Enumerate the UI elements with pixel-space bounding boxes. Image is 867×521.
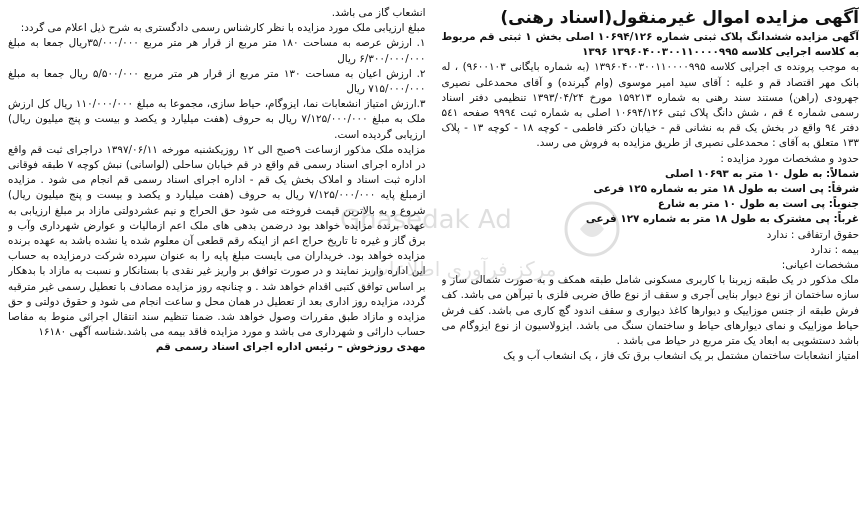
boundaries-heading: حدود و مشخصات مورد مزایده : bbox=[720, 152, 859, 165]
valuation-building: ۲. ارزش اعیان به مساحت ۱۳۰ متر مربع از قرار هر متر مربع ۵/۵۰۰/۰۰۰ ریال جمعا به مبلغ ۷۱۵/۰۰۰/۰۰۰ ریال bbox=[8, 67, 426, 96]
boundary-west: غرباً: پی مشترک به طول ۱۸ متر به شماره ۱۲۷ فرعی bbox=[585, 213, 859, 226]
watermark-latin: Ghasedak Ad bbox=[340, 205, 512, 235]
left-column bbox=[8, 6, 426, 515]
boundary-north: شمالاً: به طول ۱۰ متر به ۱۰۶۹۳ اصلی bbox=[665, 167, 859, 180]
signature: مهدی روزخوش – رئیس اداره اجرای اسناد رسمی قم bbox=[155, 341, 426, 354]
notice-title: آگهی مزایده اموال غیرمنقول(اسناد رهنی) bbox=[500, 8, 859, 28]
valuation-intro: مبلغ ارزیابی ملک مورد مزایده با نظر کارشناس رسمی دادگستری به شرح ذیل اعلام می گردد: bbox=[20, 22, 426, 35]
easement-rights: حقوق ارتفاقی : ندارد bbox=[766, 228, 859, 241]
building-specs: ملک مذکور در یک طبقه زیربنا با کاربری مسکونی شامل طبقه همکف و به صورت شمالی ساز و سازه ساختمان از نوع دیوار بنایی آجری و سقف از نوع طاق ضربی فلزی با تیرآهن می باشد. کف فرش طبقه از جنس موزاییک و دیوارها کاغذ دیواری و سقف اندود گچ کاری می باشد. کف فرش حیاط موزاییک و نمای دیوارهای حیاط و ساختمان سنگ می باشد. ایزولاسیون از نوع ایزوگام می باشد دستشویی به ابعاد یک متر مربع در حیاط می باشد . bbox=[441, 274, 859, 348]
boundary-south: جنوباً: پی است به طول ۱۰ متر به شارع bbox=[657, 198, 859, 211]
building-specs-heading: مشخصات اعیانی: bbox=[781, 259, 859, 272]
valuation-land: ۱. ارزش عرصه به مساحت ۱۸۰ متر مربع از قرار هر متر مربع ۳۵/۰۰۰/۰۰۰ریال جمعا به مبلغ ۶/۳۰۰/۰۰۰/۰۰۰ ریال bbox=[8, 37, 426, 65]
boundary-east: شرقاً: پی است به طول ۱۸ متر به شماره ۱۲۵ فرعی bbox=[593, 183, 859, 196]
case-description: به موجب پرونده ی اجرایی کلاسه ۱۳۹۶۰۴۰۰۳۰۰۱۱۰۰۰۰۹۹۵ (به شماره بایگانی ۹۶۰۰۱۰۳) ، له بانک مهر اقتصاد قم و علیه : آقای سید امیر موسوی (وام گیرنده) و آقای محمدعلی نصیری جهرودی (راهن) مستند سند رهنی به شماره ۱۵۹۲۱۳ مورخ ۱۳۹۳/۰۴/۲۴ تنظیمی دفتر اسناد رسمی شماره ٤ قم ، شش دانگ پلاک ثبتی ۱۰۶۹۴/۱۲۶ اصلی به شماره ثبت ۹۹۹٤ صفحه ۵٤۱ دفتر ۹٤ واقع در بخش یک قم به نشانی قم - خیابان دکتر فاطمی - کوچه ۱۸ - کوچه ۱۳ - پلاک ۱۳۳ متعلق به آقای : محمدعلی نصیری از طریق مزایده به فروش می رسد. bbox=[441, 61, 859, 150]
auction-terms: مزایده ملک مذکور ازساعت ۹صبح الی ۱۲ روزیکشنبه مورخه ۱۳۹۷/۰۶/۱۱ دراجرای ثبت قم واقع در اداره اجرای اسناد رسمی قم واقع در قم خیابان ساحلی (لواسانی) نبش کوچه ۷ طبقه فوقانی اداره ثبت اسناد و املاک بخش یک قم - اداره اجرای اسناد رسمی قم انجام می شود . مزایده ازمبلغ پایه ۷/۱۲۵/۰۰۰/۰۰۰ ریال به حروف (هفت میلیارد و یکصد و بیست و پنج میلیون ریال) شروع و به بالاترین قیمت فروخته می شود حق الحراج و نیم عشردولتی مازاد بر مبلغ ارزیابی به عهده برنده مزایده خواهد بود درضمن بدهی های ملک اعم ازمالیات و عوارض شهرداری وآب و برق گاز و غیره تا تاریخ حراج اعم از اینکه رقم قطعی آن معلوم شده یا نشده باشد به عهده برنده مزایده خواهد بود. خریداران می بایست مبلغ پایه را به عنوان سپرده شرکت درمزایده به حساب این اداره واریز نمایند و در صورت توافق بر واریز غیر نقدی با بستانکار و نسبت به مازاد با بدهکار بر اساس توافق کتبی اقدام خواهد شد . و چنانچه روز مزایده مصادف با تعطیل رسمی غیر مترقبه گردد، مزایده روز اداری بعد از تعطیل در همان محل و ساعت انجام می شود و حقوق دولتی و حق مزایده و مازاد طبق مقررات وصول خواهد شد. ضمنا تنظیم سند انتقال اجرائی منوط به مفاصا حساب دارائی و شهرداری می باشد و مورد مزایده فاقد بیمه می باشد.شناسه آگهی ۱۶۱۸۰ bbox=[8, 143, 426, 339]
valuation-total: ۳.ارزش امتیاز انشعابات نما، ایزوگام، حیاط سازی، مجموعا به مبلغ ۱۱۰/۰۰۰/۰۰۰ ریال کل ارزش ملک به مبلغ ۷/۱۲۵/۰۰۰/۰۰۰ ریال به حروف (هفت میلیارد و یکصد و بیست و پنج میلیون ریال) ارزیابی گردیده است. bbox=[8, 98, 426, 141]
utilities-end: انشعاب گاز می باشد. bbox=[331, 7, 426, 19]
notice-intro: آگهی مزایده ششدانگ پلاک ثبتی شماره ۱۰۶۹۴/۱۲۶ اصلی بخش ۱ ثبتی قم مربوط به کلاسه اجرایی کلاسه ۹۹۵‏۱۳۹۶۰۴۰۰۳۰۰۱۱۰۰۰۰ ۱۳۹۶ bbox=[441, 31, 859, 59]
right-column bbox=[442, 6, 860, 515]
utilities-start: امتیاز انشعابات ساختمان مشتمل بر یک انشعاب برق تک فاز ، یک انشعاب آب و یک bbox=[503, 350, 859, 363]
watermark-persian: مرکز فرآوری اطلاعات bbox=[370, 257, 557, 281]
insurance: بیمه : ندارد bbox=[810, 243, 859, 256]
